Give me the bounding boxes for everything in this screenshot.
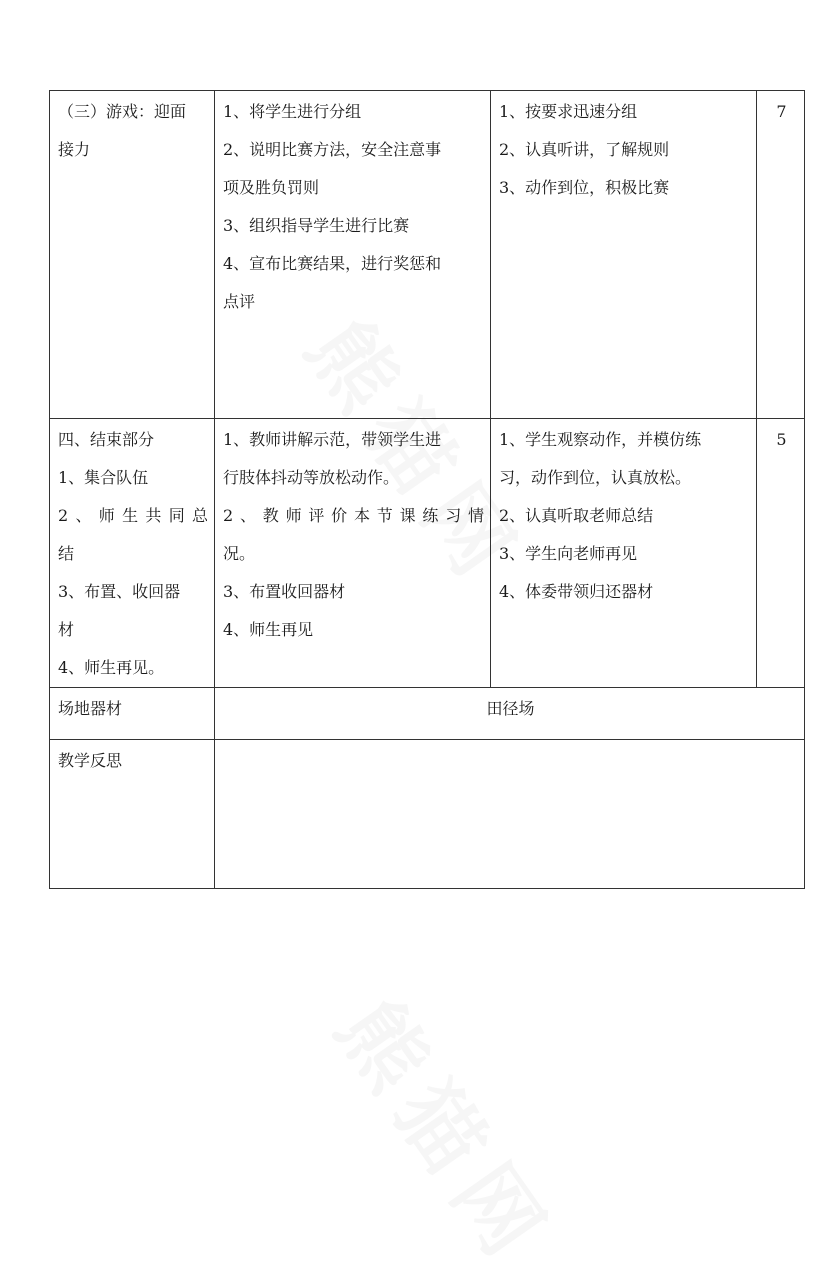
closing-student-line: 2、认真听取老师总结 [499, 506, 654, 525]
closing-teacher-line: 1、教师讲解示范，带领学生进 [223, 430, 442, 449]
game-student-line: 3、动作到位，积极比赛 [499, 178, 670, 197]
game-phase-line: （三）游戏：迎面 [58, 102, 187, 121]
game-student-line: 1、按要求迅速分组 [499, 102, 638, 121]
game-teacher-line: 3、组织指导学生进行比赛 [223, 216, 410, 235]
game-teacher-line: 1、将学生进行分组 [223, 102, 362, 121]
closing-teacher-line: 2、教师评价本节课练习情 [223, 506, 484, 525]
closing-teacher-cell [215, 419, 491, 688]
closing-phase-line: 结 [58, 544, 75, 563]
game-time-cell: 7 [757, 91, 805, 419]
closing-phase-line: 四、结束部分 [58, 430, 155, 449]
closing-row [50, 419, 805, 688]
game-teacher-line: 4、宣布比赛结果，进行奖惩和 [223, 254, 442, 273]
closing-teacher-line: 行肢体抖动等放松动作。 [223, 468, 400, 487]
watermark-lower [314, 973, 585, 1288]
closing-teacher-line: 况。 [223, 544, 256, 563]
game-teacher-line: 点评 [223, 292, 256, 311]
closing-phase-cell [50, 419, 215, 688]
venue-label: 场地器材 [50, 688, 215, 740]
game-student-cell [491, 91, 757, 419]
closing-phase-line: 1、集合队伍 [58, 468, 149, 487]
game-phase-line: 接力 [58, 140, 91, 159]
closing-phase-line: 2、师生共同总 [58, 506, 208, 525]
game-teacher-cell [215, 91, 491, 419]
game-row [50, 91, 805, 419]
venue-value: 田径场 [215, 688, 805, 740]
closing-phase-line: 3、布置、收回器 [58, 582, 181, 601]
closing-teacher-line: 3、布置收回器材 [223, 582, 346, 601]
venue-row [50, 688, 805, 740]
closing-teacher-line: 4、师生再见 [223, 620, 314, 639]
closing-phase-line: 材 [58, 620, 75, 639]
closing-student-line: 1、学生观察动作，并模仿练 [499, 430, 702, 449]
closing-student-line: 4、体委带领归还器材 [499, 582, 654, 601]
reflection-row [50, 740, 805, 889]
closing-time-cell: 5 [757, 419, 805, 688]
game-phase-cell [50, 91, 215, 419]
closing-student-line: 习，动作到位，认真放松。 [499, 468, 692, 487]
lesson-plan-table [49, 90, 805, 889]
game-teacher-line: 2、说明比赛方法，安全注意事 [223, 140, 442, 159]
closing-student-cell [491, 419, 757, 688]
game-student-line: 2、认真听讲，了解规则 [499, 140, 670, 159]
game-teacher-line: 项及胜负罚则 [223, 178, 320, 197]
reflection-label: 教学反思 [50, 740, 215, 889]
closing-student-line: 3、学生向老师再见 [499, 544, 638, 563]
closing-phase-line: 4、师生再见。 [58, 658, 165, 677]
reflection-value[interactable] [215, 740, 805, 889]
